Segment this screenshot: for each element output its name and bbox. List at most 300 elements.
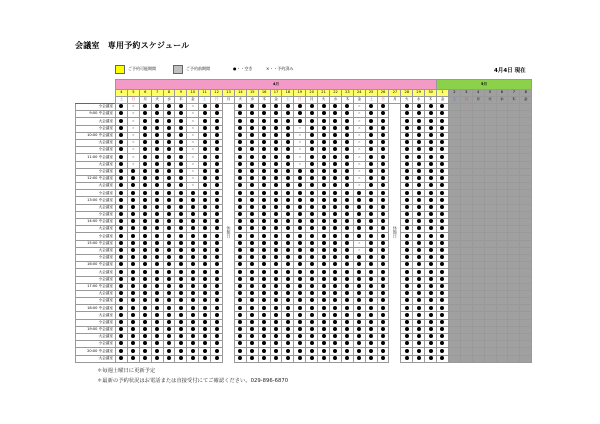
open-dot-icon	[440, 241, 444, 245]
open-dot-icon	[310, 327, 314, 331]
open-dot-icon	[155, 111, 159, 115]
slot-open	[151, 118, 163, 125]
open-dot-icon	[191, 291, 195, 295]
time-label: 18:00	[87, 305, 98, 310]
slot-open	[175, 147, 187, 154]
slot-open	[365, 111, 377, 118]
open-dot-icon	[203, 126, 207, 130]
unavailable-slot	[496, 132, 508, 139]
open-dot-icon	[143, 313, 147, 317]
legend-available-label: ご予約可能期間	[128, 66, 156, 71]
open-dot-icon	[369, 234, 373, 238]
open-dot-icon	[238, 298, 242, 302]
open-dot-icon	[238, 126, 242, 130]
open-dot-icon	[345, 291, 349, 295]
slot-open	[282, 319, 294, 326]
open-dot-icon	[119, 169, 123, 173]
open-dot-icon	[429, 277, 433, 281]
slot-open	[270, 312, 282, 319]
open-dot-icon	[310, 341, 314, 345]
slot-open	[116, 348, 128, 355]
slot-open	[139, 125, 151, 132]
slot-open	[401, 341, 413, 348]
open-dot-icon	[179, 234, 183, 238]
open-dot-icon	[203, 248, 207, 252]
slot-open	[341, 269, 353, 276]
open-dot-icon	[381, 248, 385, 252]
date-cell: 11	[199, 90, 211, 97]
open-dot-icon	[167, 119, 171, 123]
open-dot-icon	[250, 313, 254, 317]
weekday-cell: 日	[211, 97, 223, 104]
slot-open	[163, 312, 175, 319]
open-dot-icon	[119, 313, 123, 317]
slot-open	[163, 111, 175, 118]
slot-open	[437, 219, 449, 226]
unavailable-slot	[496, 290, 508, 297]
open-dot-icon	[167, 320, 171, 324]
slot-open	[306, 139, 318, 146]
open-dot-icon	[131, 241, 135, 245]
slot-open	[413, 247, 425, 254]
open-dot-icon	[250, 169, 254, 173]
slot-open	[425, 211, 437, 218]
slot-open	[151, 247, 163, 254]
unavailable-slot	[484, 197, 496, 204]
slot-open	[282, 168, 294, 175]
open-dot-icon	[262, 183, 266, 187]
open-dot-icon	[119, 327, 123, 331]
open-dot-icon	[310, 147, 314, 151]
open-dot-icon	[155, 226, 159, 230]
open-dot-icon	[310, 169, 314, 173]
open-dot-icon	[119, 334, 123, 338]
slot-open	[377, 175, 389, 182]
open-dot-icon	[286, 241, 290, 245]
row-label	[76, 111, 116, 118]
open-dot-icon	[238, 341, 242, 345]
open-dot-icon	[286, 262, 290, 266]
open-dot-icon	[143, 140, 147, 144]
slot-open	[425, 298, 437, 305]
slot-reserved: ×	[353, 132, 365, 139]
unavailable-slot	[508, 226, 520, 233]
slot-open	[413, 175, 425, 182]
slot-open	[127, 348, 139, 355]
slot-open	[116, 319, 128, 326]
unavailable-slot	[484, 190, 496, 197]
open-dot-icon	[440, 356, 444, 360]
slot-open	[116, 104, 128, 111]
slot-open	[282, 132, 294, 139]
slot-open	[211, 161, 223, 168]
slot-open	[258, 276, 270, 283]
open-dot-icon	[333, 298, 337, 302]
open-dot-icon	[131, 198, 135, 202]
open-dot-icon	[238, 306, 242, 310]
slot-open	[139, 305, 151, 312]
note-update: ＊毎週土曜日に更新予定	[97, 368, 156, 374]
slot-open	[151, 269, 163, 276]
slot-open	[163, 290, 175, 297]
slot-open	[425, 355, 437, 362]
open-dot-icon	[203, 147, 207, 151]
slot-open	[127, 247, 139, 254]
open-dot-icon	[298, 291, 302, 295]
open-dot-icon	[333, 133, 337, 137]
open-dot-icon	[322, 212, 326, 216]
slot-open	[175, 355, 187, 362]
open-dot-icon	[250, 176, 254, 180]
open-dot-icon	[179, 205, 183, 209]
unavailable-slot	[520, 262, 532, 269]
slot-open	[318, 147, 330, 154]
open-dot-icon	[333, 341, 337, 345]
open-dot-icon	[155, 306, 159, 310]
slot-open	[258, 204, 270, 211]
slot-open	[175, 211, 187, 218]
slot-open	[187, 204, 199, 211]
unavailable-slot	[472, 319, 484, 326]
slot-open	[234, 219, 246, 226]
slot-open	[413, 355, 425, 362]
open-dot-icon	[322, 291, 326, 295]
weekday-cell: 日	[294, 97, 306, 104]
slot-reserved: ×	[294, 147, 306, 154]
slot-open	[175, 262, 187, 269]
open-dot-icon	[191, 306, 195, 310]
open-dot-icon	[381, 327, 385, 331]
slot-open	[163, 154, 175, 161]
slot-open	[365, 154, 377, 161]
open-dot-icon	[333, 147, 337, 151]
open-dot-icon	[417, 341, 421, 345]
slot-open	[258, 312, 270, 319]
open-dot-icon	[250, 183, 254, 187]
open-dot-icon	[131, 270, 135, 274]
slot-open	[258, 319, 270, 326]
slot-open	[318, 118, 330, 125]
slot-open	[413, 262, 425, 269]
open-dot-icon	[238, 104, 242, 108]
slot-open	[425, 197, 437, 204]
slot-open	[282, 190, 294, 197]
slot-open	[139, 326, 151, 333]
slot-open	[139, 204, 151, 211]
open-dot-icon	[215, 212, 219, 216]
open-dot-icon	[179, 162, 183, 166]
slot-open	[127, 319, 139, 326]
slot-open	[246, 197, 258, 204]
weekday-cell: 日	[377, 97, 389, 104]
open-dot-icon	[179, 126, 183, 130]
open-dot-icon	[440, 255, 444, 259]
row-label	[76, 262, 116, 269]
open-dot-icon	[179, 104, 183, 108]
slot-open	[341, 175, 353, 182]
open-dot-icon	[203, 191, 207, 195]
open-dot-icon	[274, 313, 278, 317]
open-dot-icon	[191, 320, 195, 324]
schedule-grid	[75, 79, 532, 363]
slot-open	[377, 312, 389, 319]
slot-open	[282, 341, 294, 348]
slot-reserved: ×	[294, 161, 306, 168]
row-label	[76, 334, 116, 341]
weekday-cell: 水	[413, 97, 425, 104]
slot-open	[318, 161, 330, 168]
open-dot-icon	[440, 198, 444, 202]
slot-reserved: ×	[127, 139, 139, 146]
unavailable-slot	[520, 118, 532, 125]
open-dot-icon	[322, 219, 326, 223]
open-dot-icon	[143, 212, 147, 216]
open-dot-icon	[322, 111, 326, 115]
open-dot-icon	[179, 298, 183, 302]
unavailable-slot	[520, 290, 532, 297]
slot-open	[437, 355, 449, 362]
slot-open	[425, 161, 437, 168]
open-dot-icon	[369, 262, 373, 266]
open-dot-icon	[405, 327, 409, 331]
unavailable-slot	[460, 104, 472, 111]
room-label: 小会議室	[98, 147, 113, 152]
weekday-cell: 木	[175, 97, 187, 104]
open-dot-icon	[417, 183, 421, 187]
open-dot-icon	[310, 162, 314, 166]
open-dot-icon	[215, 191, 219, 195]
slot-open	[139, 118, 151, 125]
open-dot-icon	[333, 284, 337, 288]
open-dot-icon	[369, 341, 373, 345]
unavailable-slot	[448, 219, 460, 226]
open-dot-icon	[357, 334, 361, 338]
open-dot-icon	[119, 126, 123, 130]
unavailable-slot	[508, 139, 520, 146]
slot-open	[365, 219, 377, 226]
unavailable-slot	[472, 211, 484, 218]
slot-open	[365, 125, 377, 132]
slot-open	[401, 168, 413, 175]
slot-open	[139, 276, 151, 283]
slot-reserved: ×	[353, 118, 365, 125]
legend-open-label: ●・・空き	[233, 66, 253, 71]
slot-open	[258, 104, 270, 111]
unavailable-slot	[460, 319, 472, 326]
slot-open	[187, 262, 199, 269]
slot-open	[234, 104, 246, 111]
unavailable-slot	[508, 132, 520, 139]
open-dot-icon	[333, 306, 337, 310]
slot-open	[413, 104, 425, 111]
slot-open	[211, 226, 223, 233]
slot-open	[341, 283, 353, 290]
slot-open	[306, 118, 318, 125]
open-dot-icon	[286, 212, 290, 216]
unavailable-slot	[508, 147, 520, 154]
open-dot-icon	[369, 126, 373, 130]
open-dot-icon	[119, 270, 123, 274]
slot-open	[377, 125, 389, 132]
unavailable-slot	[520, 269, 532, 276]
room-label: 大会議室	[98, 140, 113, 145]
slot-open	[306, 125, 318, 132]
open-dot-icon	[262, 262, 266, 266]
slot-open	[425, 118, 437, 125]
slot-open	[139, 319, 151, 326]
unavailable-slot	[520, 219, 532, 226]
slot-open	[116, 276, 128, 283]
slot-open	[127, 334, 139, 341]
slot-open	[258, 147, 270, 154]
open-dot-icon	[167, 183, 171, 187]
open-dot-icon	[429, 162, 433, 166]
slot-open	[401, 154, 413, 161]
slot-open	[199, 355, 211, 362]
open-dot-icon	[286, 255, 290, 259]
open-dot-icon	[429, 133, 433, 137]
open-dot-icon	[179, 219, 183, 223]
open-dot-icon	[274, 306, 278, 310]
slot-open	[258, 247, 270, 254]
slot-open	[437, 305, 449, 312]
open-dot-icon	[333, 205, 337, 209]
slot-open	[437, 183, 449, 190]
open-dot-icon	[405, 255, 409, 259]
slot-open	[199, 298, 211, 305]
slot-open	[377, 147, 389, 154]
open-dot-icon	[203, 212, 207, 216]
room-label: 大会議室	[98, 204, 113, 209]
slot-open	[116, 240, 128, 247]
open-dot-icon	[345, 219, 349, 223]
open-dot-icon	[119, 356, 123, 360]
slot-open	[127, 283, 139, 290]
open-dot-icon	[333, 255, 337, 259]
open-dot-icon	[286, 341, 290, 345]
room-label: 大会議室	[98, 226, 113, 231]
open-dot-icon	[322, 176, 326, 180]
slot-open	[211, 240, 223, 247]
unavailable-slot	[508, 161, 520, 168]
slot-open	[330, 319, 342, 326]
open-dot-icon	[405, 176, 409, 180]
open-dot-icon	[155, 270, 159, 274]
open-dot-icon	[179, 241, 183, 245]
slot-open	[270, 298, 282, 305]
open-dot-icon	[167, 155, 171, 159]
open-dot-icon	[440, 234, 444, 238]
unavailable-slot	[472, 197, 484, 204]
slot-open	[258, 326, 270, 333]
open-dot-icon	[143, 334, 147, 338]
open-dot-icon	[417, 176, 421, 180]
open-dot-icon	[119, 119, 123, 123]
open-dot-icon	[298, 183, 302, 187]
slot-open	[187, 233, 199, 240]
open-dot-icon	[417, 241, 421, 245]
slot-reserved: ×	[187, 175, 199, 182]
weekday-cell: 水	[163, 97, 175, 104]
slot-open	[413, 125, 425, 132]
unavailable-slot	[508, 341, 520, 348]
slot-open	[341, 197, 353, 204]
open-dot-icon	[417, 212, 421, 216]
slot-open	[163, 283, 175, 290]
slot-open	[425, 175, 437, 182]
open-dot-icon	[179, 334, 183, 338]
slot-open	[258, 298, 270, 305]
slot-open	[306, 334, 318, 341]
slot-open	[139, 348, 151, 355]
open-dot-icon	[357, 226, 361, 230]
slot-open	[139, 334, 151, 341]
open-dot-icon	[310, 284, 314, 288]
slot-open	[330, 254, 342, 261]
slot-open	[211, 319, 223, 326]
unavailable-slot	[508, 283, 520, 290]
slot-open	[246, 254, 258, 261]
slot-open	[116, 183, 128, 190]
open-dot-icon	[215, 140, 219, 144]
row-label	[76, 211, 116, 218]
unavailable-slot	[496, 118, 508, 125]
slot-open	[270, 154, 282, 161]
slot-open	[139, 219, 151, 226]
slot-open	[151, 211, 163, 218]
date-cell: 9	[175, 90, 187, 97]
open-dot-icon	[143, 191, 147, 195]
slot-open	[175, 276, 187, 283]
open-dot-icon	[143, 341, 147, 345]
slot-open	[234, 125, 246, 132]
slot-open	[318, 355, 330, 362]
slot-open	[234, 326, 246, 333]
slot-open	[306, 326, 318, 333]
slot-open	[187, 247, 199, 254]
slot-open	[425, 341, 437, 348]
open-dot-icon	[357, 327, 361, 331]
unavailable-slot	[508, 240, 520, 247]
slot-open	[175, 154, 187, 161]
open-dot-icon	[119, 341, 123, 345]
open-dot-icon	[203, 277, 207, 281]
open-dot-icon	[345, 277, 349, 281]
slot-open	[151, 283, 163, 290]
slot-open	[341, 211, 353, 218]
slot-open	[175, 111, 187, 118]
open-dot-icon	[369, 176, 373, 180]
slot-open	[353, 269, 365, 276]
open-dot-icon	[369, 162, 373, 166]
open-dot-icon	[131, 327, 135, 331]
slot-open	[127, 240, 139, 247]
slot-open	[294, 168, 306, 175]
slot-open	[199, 312, 211, 319]
slot-open	[425, 147, 437, 154]
slot-open	[175, 283, 187, 290]
open-dot-icon	[143, 198, 147, 202]
unavailable-slot	[520, 233, 532, 240]
slot-open	[377, 326, 389, 333]
slot-open	[151, 262, 163, 269]
open-dot-icon	[286, 226, 290, 230]
unavailable-slot	[472, 190, 484, 197]
slot-open	[282, 348, 294, 355]
open-dot-icon	[119, 277, 123, 281]
slot-open	[341, 204, 353, 211]
open-dot-icon	[143, 320, 147, 324]
